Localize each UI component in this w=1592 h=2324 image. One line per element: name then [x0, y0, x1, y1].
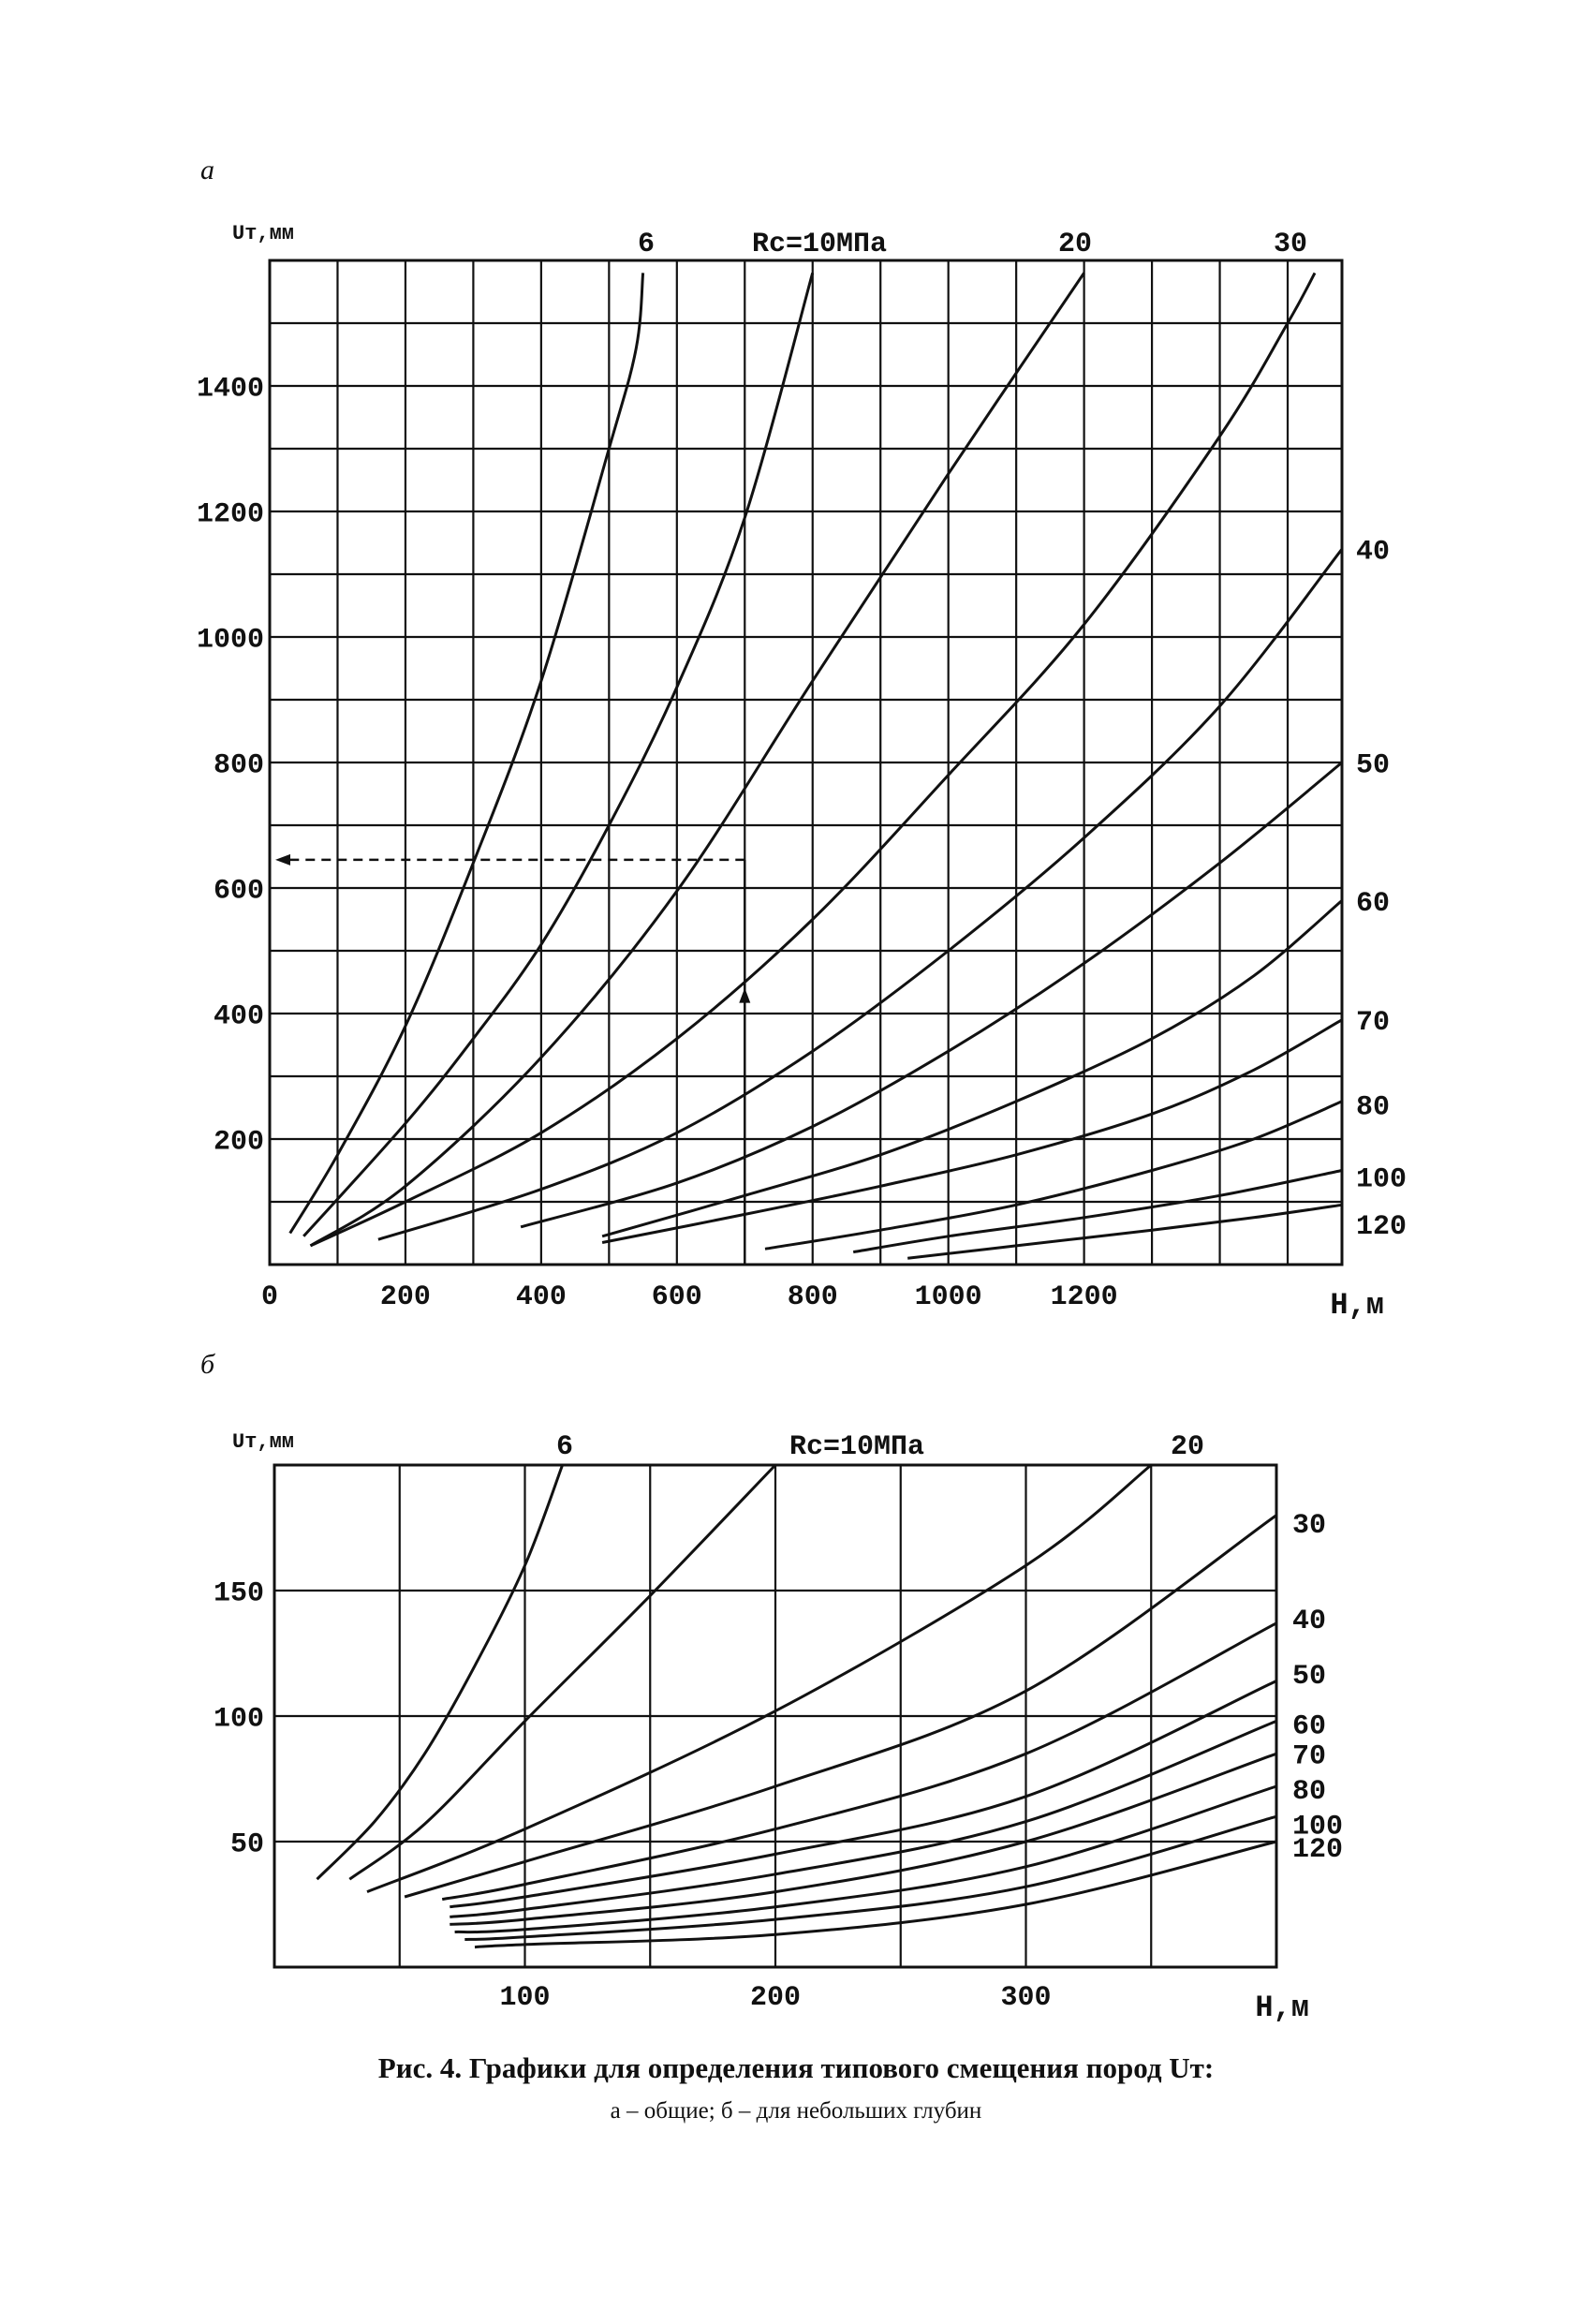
chart-a-example-arrowhead-left	[275, 854, 290, 866]
chart-a-y-tick-label: 1200	[196, 498, 264, 531]
chart-a-curve-label: 60	[1356, 887, 1391, 920]
chart-a-y-tick-label: 400	[213, 1000, 264, 1033]
chart-a-y-tick-label: 800	[213, 749, 264, 782]
chart-b-series-70-line	[450, 1754, 1276, 1924]
chart-b-series-20-line	[367, 1465, 1151, 1892]
chart-a-series-40-line	[378, 549, 1342, 1239]
chart-b-curve-label: 6	[555, 1431, 574, 1463]
chart-a-y-tick-label: 200	[213, 1126, 264, 1159]
chart-a-curve-label: 40	[1356, 536, 1391, 569]
chart-a-x-tick-label: 400	[515, 1281, 567, 1313]
chart-b-curve-label: 20	[1170, 1431, 1205, 1463]
figure-caption-title: Рис. 4. Графики для определения типового смещения пород Uт:	[377, 2051, 1215, 2084]
chart-b-curve-label: 30	[1292, 1510, 1327, 1543]
chart-a-curve-label: 70	[1356, 1007, 1391, 1040]
chart-a-y-tick-label: 1400	[196, 373, 264, 406]
chart-b	[0, 1330, 1592, 2051]
chart-b-curve-label: 80	[1292, 1776, 1327, 1809]
chart-a-series-80-line	[765, 1102, 1342, 1250]
chart-a-x-tick-label: 1000	[914, 1281, 982, 1313]
chart-b-curve-label: 70	[1292, 1740, 1327, 1773]
chart-b-curve-label: 50	[1292, 1660, 1327, 1693]
chart-b-series-30-line	[405, 1516, 1276, 1897]
chart-b-x-tick-label: 300	[1000, 1982, 1052, 2014]
chart-a-example-arrowhead-up	[739, 988, 750, 1003]
chart-a-x-axis-label: H,м	[1330, 1288, 1384, 1323]
chart-b-series-Rc10МПа-line	[349, 1465, 775, 1879]
chart-a-curve-label: 120	[1356, 1210, 1408, 1243]
chart-b-y-tick-label: 150	[213, 1577, 264, 1610]
chart-a-x-tick-label: 600	[651, 1281, 702, 1313]
chart-a-y-tick-label: 1000	[196, 624, 264, 657]
chart-a-series-Rc10МПа-line	[303, 273, 813, 1236]
chart-b-x-axis-label: H,м	[1255, 1991, 1309, 2025]
chart-b-curve-label: 120	[1292, 1833, 1344, 1866]
chart-a-curve-label: 50	[1356, 749, 1391, 782]
chart-b-y-tick-label: 100	[213, 1703, 264, 1736]
chart-a-curve-label: Rc=10МПа	[751, 229, 888, 260]
chart-a-x-tick-label: 1200	[1050, 1281, 1118, 1313]
figure-caption-subtitle: а – общие; б – для небольших глубин	[610, 2098, 982, 2124]
chart-a-y-tick-label: 600	[213, 875, 264, 908]
chart-a-curve-label: 6	[637, 229, 656, 260]
chart-a-curve-label: 30	[1273, 229, 1308, 260]
chart-a-curve-label: 100	[1356, 1163, 1408, 1196]
chart-a-curve-label: 80	[1356, 1091, 1391, 1124]
chart-b-y-tick-label: 50	[229, 1828, 264, 1861]
chart-b-x-tick-label: 200	[749, 1982, 802, 2014]
chart-a-series-70-line	[602, 1020, 1342, 1243]
chart-a-series-6-line	[290, 273, 643, 1233]
chart-a-x-tick-label: 200	[379, 1281, 431, 1313]
panel-b-letter: б	[200, 1349, 215, 1380]
chart-a-series-100-line	[853, 1171, 1342, 1252]
chart-a-y-axis-label: Uт,мм	[232, 222, 295, 245]
chart-b-curve-label: 40	[1292, 1605, 1327, 1637]
chart-a-x-tick-label: 800	[787, 1281, 838, 1313]
chart-b-curve-label: Rc=10МПа	[789, 1431, 925, 1463]
panel-a-letter: а	[200, 155, 214, 185]
chart-b-curve-label: 60	[1292, 1710, 1327, 1743]
chart-b-y-axis-label: Uт,мм	[232, 1430, 295, 1454]
chart-a-x-tick-label: 0	[260, 1281, 279, 1313]
chart-b-series-60-line	[450, 1721, 1276, 1917]
chart-a-curve-label: 20	[1057, 229, 1093, 260]
chart-b-x-tick-label: 100	[499, 1982, 551, 2014]
chart-b-curve-label: 100	[1292, 1811, 1344, 1843]
